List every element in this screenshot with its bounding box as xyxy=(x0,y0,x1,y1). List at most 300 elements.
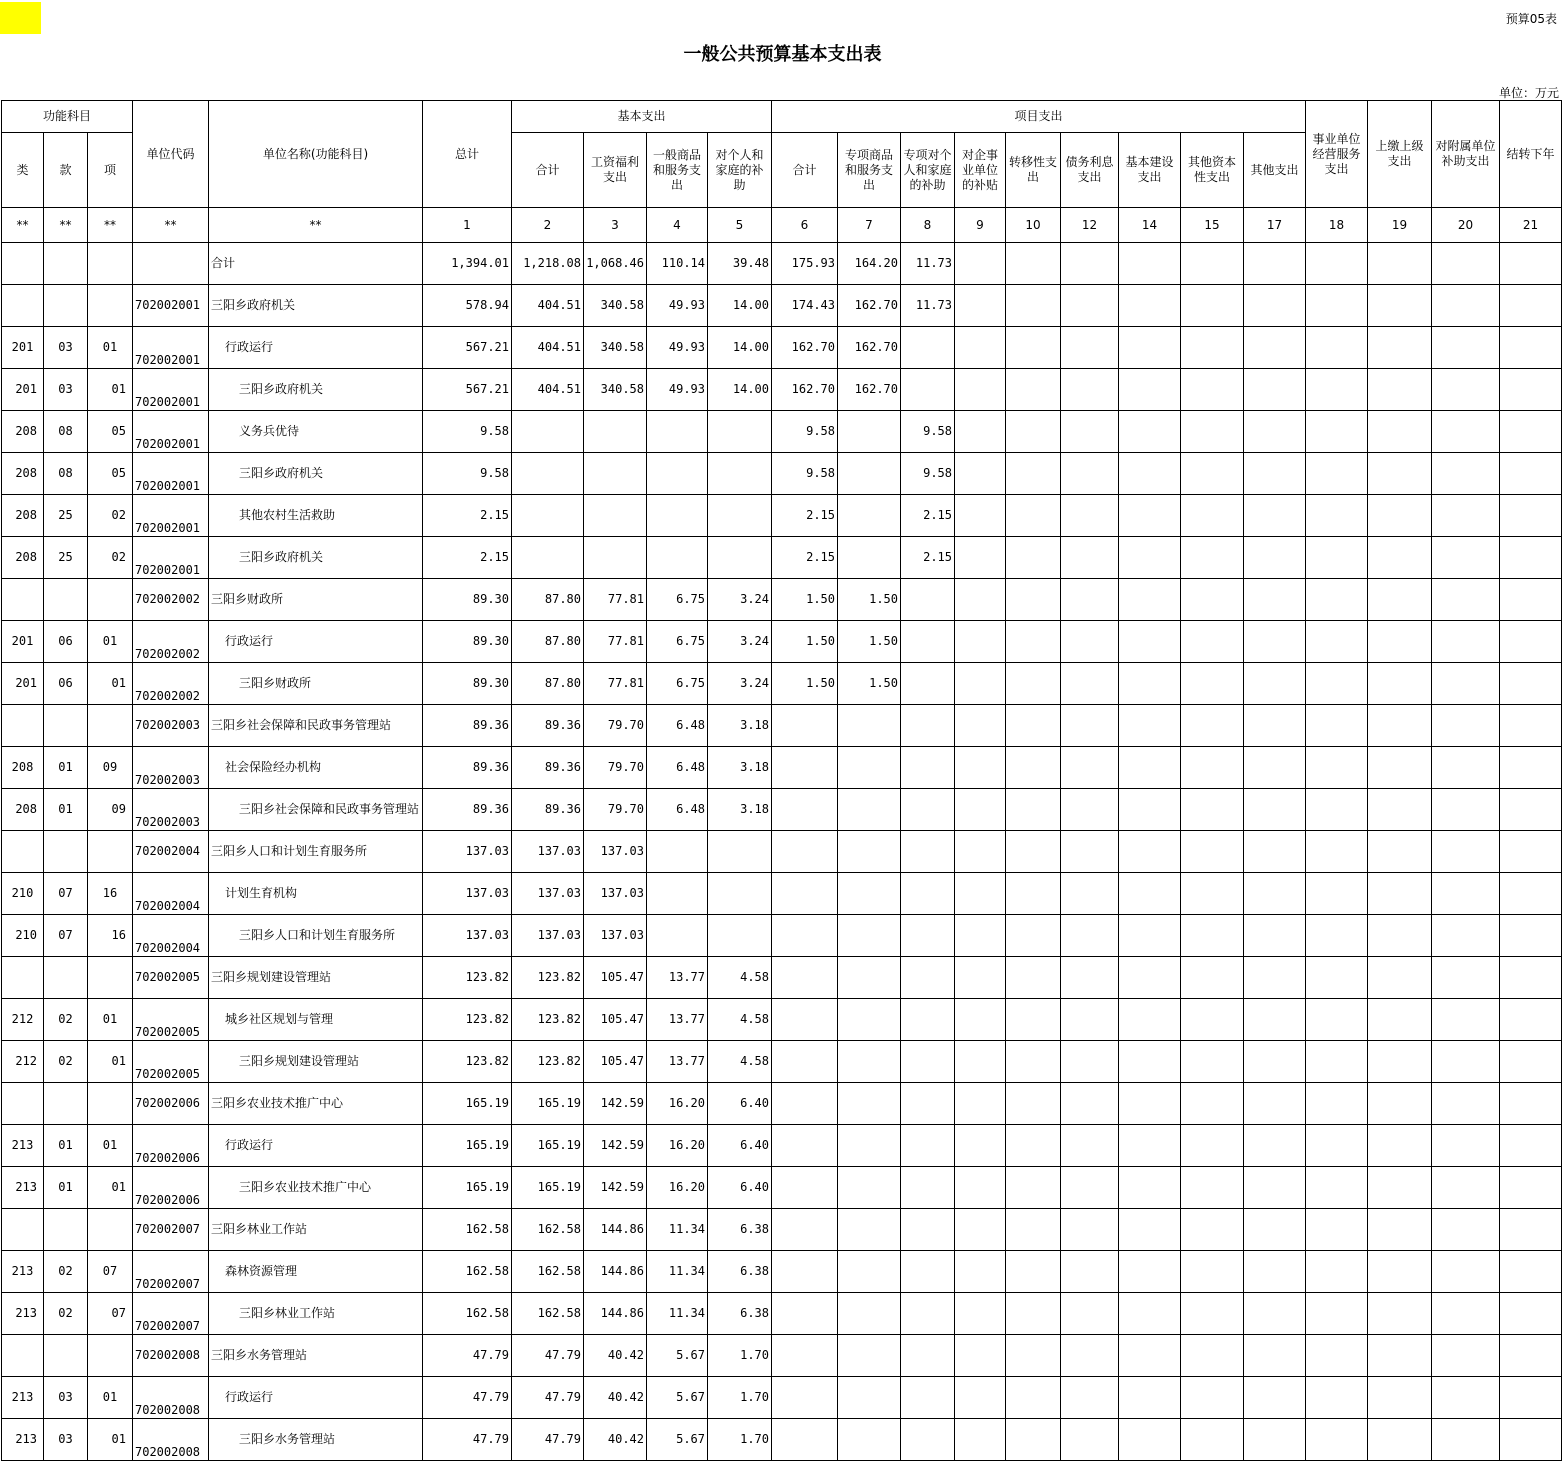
value-cell xyxy=(955,789,1006,831)
value-cell xyxy=(1181,1167,1244,1209)
value-cell xyxy=(1119,747,1181,789)
value-cell: 49.93 xyxy=(647,327,708,369)
value-cell xyxy=(1061,1377,1119,1419)
value-cell xyxy=(901,1335,955,1377)
table-row xyxy=(2,1419,1562,1461)
value-cell xyxy=(772,831,838,873)
value-cell xyxy=(838,705,901,747)
yellow-marker xyxy=(0,2,41,34)
value-cell xyxy=(1432,1209,1500,1251)
value-cell xyxy=(772,1419,838,1461)
value-cell xyxy=(1500,873,1562,915)
value-cell xyxy=(1500,1293,1562,1335)
value-cell xyxy=(647,495,708,537)
column-number-cell: ** xyxy=(44,208,88,243)
value-cell xyxy=(1500,1377,1562,1419)
value-cell: 40.42 xyxy=(584,1419,647,1461)
value-cell xyxy=(1181,789,1244,831)
value-cell xyxy=(838,1293,901,1335)
value-cell xyxy=(1006,957,1061,999)
value-cell xyxy=(1306,873,1368,915)
value-cell xyxy=(1432,789,1500,831)
value-cell xyxy=(1368,663,1432,705)
value-cell xyxy=(1500,1251,1562,1293)
value-cell: 567.21 xyxy=(423,327,512,369)
value-cell xyxy=(1119,1209,1181,1251)
value-cell: 1,394.01 xyxy=(423,243,512,285)
unit-code-cell: 702002007 xyxy=(133,1251,209,1293)
xiang-cell: 05 xyxy=(88,453,133,495)
value-cell xyxy=(1006,369,1061,411)
unit-name-cell: 行政运行 xyxy=(209,1125,423,1167)
value-cell xyxy=(1500,411,1562,453)
value-cell xyxy=(1500,831,1562,873)
value-cell xyxy=(647,453,708,495)
value-cell xyxy=(1500,1167,1562,1209)
kuan-cell: 02 xyxy=(44,1251,88,1293)
xiang-cell: 07 xyxy=(88,1293,133,1335)
value-cell xyxy=(1368,243,1432,285)
value-cell xyxy=(1500,1419,1562,1461)
value-cell xyxy=(1432,957,1500,999)
value-cell xyxy=(901,1209,955,1251)
value-cell: 1.70 xyxy=(708,1377,772,1419)
lei-cell: 213 xyxy=(2,1125,44,1167)
value-cell: 123.82 xyxy=(423,1041,512,1083)
value-cell xyxy=(1306,1419,1368,1461)
table-row xyxy=(2,495,1562,537)
value-cell xyxy=(955,915,1006,957)
unit-name-cell: 三阳乡农业技术推广中心 xyxy=(209,1083,423,1125)
value-cell: 137.03 xyxy=(512,831,584,873)
unit-code-cell: 702002004 xyxy=(133,873,209,915)
header-unit-code: 单位代码 xyxy=(133,101,209,208)
header-salary: 工资福利支出 xyxy=(584,133,647,208)
value-cell xyxy=(955,747,1006,789)
value-cell xyxy=(955,1209,1006,1251)
unit-code-cell: 702002001 xyxy=(133,411,209,453)
table-row xyxy=(2,663,1562,705)
value-cell xyxy=(1306,663,1368,705)
value-cell xyxy=(1432,705,1500,747)
value-cell xyxy=(1306,1251,1368,1293)
lei-cell xyxy=(2,1335,44,1377)
value-cell: 142.59 xyxy=(584,1167,647,1209)
lei-cell: 213 xyxy=(2,1377,44,1419)
value-cell xyxy=(1368,495,1432,537)
value-cell: 165.19 xyxy=(423,1083,512,1125)
value-cell: 1.50 xyxy=(838,579,901,621)
value-cell: 162.70 xyxy=(838,369,901,411)
value-cell xyxy=(901,873,955,915)
value-cell: 1.70 xyxy=(708,1335,772,1377)
unit-code-cell xyxy=(133,243,209,285)
value-cell xyxy=(1181,1335,1244,1377)
value-cell xyxy=(901,1251,955,1293)
unit-name-cell: 计划生育机构 xyxy=(209,873,423,915)
value-cell: 162.58 xyxy=(512,1251,584,1293)
unit-code-cell: 702002005 xyxy=(133,1041,209,1083)
unit-code-cell: 702002005 xyxy=(133,999,209,1041)
kuan-cell xyxy=(44,243,88,285)
value-cell xyxy=(838,831,901,873)
unit-code-cell: 702002001 xyxy=(133,453,209,495)
form-number: 预算05表 xyxy=(1505,12,1557,26)
value-cell xyxy=(901,621,955,663)
value-cell xyxy=(1006,789,1061,831)
value-cell xyxy=(838,1377,901,1419)
value-cell xyxy=(1306,537,1368,579)
value-cell xyxy=(512,411,584,453)
value-cell xyxy=(1006,243,1061,285)
value-cell: 13.77 xyxy=(647,957,708,999)
value-cell: 6.40 xyxy=(708,1167,772,1209)
value-cell xyxy=(1119,537,1181,579)
value-cell xyxy=(1432,327,1500,369)
value-cell xyxy=(1181,999,1244,1041)
value-cell: 162.70 xyxy=(772,369,838,411)
value-cell xyxy=(1500,243,1562,285)
lei-cell xyxy=(2,1209,44,1251)
header-proj-sum: 合计 xyxy=(772,133,838,208)
lei-cell: 213 xyxy=(2,1251,44,1293)
value-cell xyxy=(1306,1083,1368,1125)
table-row xyxy=(2,747,1562,789)
header-transfer: 转移性支出 xyxy=(1006,133,1061,208)
value-cell: 567.21 xyxy=(423,369,512,411)
unit-name-cell: 三阳乡规划建设管理站 xyxy=(209,1041,423,1083)
value-cell xyxy=(1244,1293,1306,1335)
kuan-cell: 25 xyxy=(44,495,88,537)
value-cell: 162.70 xyxy=(838,327,901,369)
lei-cell: 201 xyxy=(2,663,44,705)
value-cell xyxy=(1061,285,1119,327)
unit-name-cell: 行政运行 xyxy=(209,621,423,663)
value-cell xyxy=(1244,1083,1306,1125)
value-cell xyxy=(1368,957,1432,999)
header-operating: 事业单位经营服务支出 xyxy=(1306,101,1368,208)
value-cell xyxy=(901,789,955,831)
value-cell xyxy=(1368,1293,1432,1335)
value-cell xyxy=(838,1209,901,1251)
header-other-capital: 其他资本性支出 xyxy=(1181,133,1244,208)
value-cell xyxy=(1181,621,1244,663)
column-number-cell: 10 xyxy=(1006,208,1061,243)
table-row xyxy=(2,369,1562,411)
lei-cell xyxy=(2,285,44,327)
xiang-cell: 01 xyxy=(88,1041,133,1083)
xiang-cell xyxy=(88,1335,133,1377)
value-cell xyxy=(901,1083,955,1125)
value-cell xyxy=(1500,1083,1562,1125)
value-cell xyxy=(1306,621,1368,663)
value-cell: 3.24 xyxy=(708,663,772,705)
value-cell xyxy=(1368,1041,1432,1083)
value-cell xyxy=(1181,915,1244,957)
value-cell xyxy=(1181,1251,1244,1293)
value-cell: 123.82 xyxy=(512,1041,584,1083)
value-cell xyxy=(1368,705,1432,747)
unit-name-cell: 三阳乡林业工作站 xyxy=(209,1293,423,1335)
value-cell xyxy=(1306,831,1368,873)
value-cell xyxy=(1500,285,1562,327)
value-cell xyxy=(1181,411,1244,453)
value-cell: 3.24 xyxy=(708,621,772,663)
value-cell: 6.75 xyxy=(647,621,708,663)
value-cell xyxy=(772,999,838,1041)
unit-code-cell: 702002004 xyxy=(133,831,209,873)
value-cell xyxy=(1006,705,1061,747)
table-row xyxy=(2,621,1562,663)
value-cell xyxy=(1432,285,1500,327)
kuan-cell: 01 xyxy=(44,789,88,831)
column-number-cell: 18 xyxy=(1306,208,1368,243)
value-cell xyxy=(1244,537,1306,579)
unit-name-cell: 三阳乡农业技术推广中心 xyxy=(209,1167,423,1209)
xiang-cell xyxy=(88,1209,133,1251)
unit-name-cell: 三阳乡财政所 xyxy=(209,663,423,705)
value-cell xyxy=(1306,1293,1368,1335)
value-cell: 123.82 xyxy=(423,957,512,999)
xiang-cell: 01 xyxy=(88,1419,133,1461)
value-cell xyxy=(1181,1377,1244,1419)
value-cell xyxy=(901,1377,955,1419)
value-cell xyxy=(838,1041,901,1083)
value-cell xyxy=(955,1041,1006,1083)
value-cell xyxy=(1432,747,1500,789)
value-cell xyxy=(1432,999,1500,1041)
table-row xyxy=(2,1293,1562,1335)
table-row xyxy=(2,789,1562,831)
value-cell: 105.47 xyxy=(584,1041,647,1083)
value-cell xyxy=(584,495,647,537)
value-cell xyxy=(772,1041,838,1083)
value-cell xyxy=(838,999,901,1041)
value-cell: 11.34 xyxy=(647,1293,708,1335)
value-cell xyxy=(1006,1083,1061,1125)
value-cell: 174.43 xyxy=(772,285,838,327)
value-cell xyxy=(647,915,708,957)
value-cell xyxy=(1119,369,1181,411)
value-cell: 1.50 xyxy=(772,621,838,663)
value-cell xyxy=(1244,873,1306,915)
value-cell xyxy=(955,1335,1006,1377)
xiang-cell: 01 xyxy=(88,1377,133,1419)
value-cell: 89.36 xyxy=(512,705,584,747)
value-cell xyxy=(1119,285,1181,327)
value-cell xyxy=(1181,1293,1244,1335)
kuan-cell xyxy=(44,579,88,621)
value-cell xyxy=(1006,831,1061,873)
value-cell: 2.15 xyxy=(901,495,955,537)
header-special-personal: 专项对个人和家庭的补助 xyxy=(901,133,955,208)
value-cell: 137.03 xyxy=(584,915,647,957)
value-cell xyxy=(1061,369,1119,411)
header-project: 项目支出 xyxy=(772,101,1306,133)
column-number-cell: 17 xyxy=(1244,208,1306,243)
value-cell xyxy=(1006,1125,1061,1167)
value-cell xyxy=(1061,537,1119,579)
value-cell xyxy=(1061,1335,1119,1377)
table-row xyxy=(2,411,1562,453)
value-cell: 89.30 xyxy=(423,579,512,621)
value-cell xyxy=(1119,1125,1181,1167)
table-row xyxy=(2,327,1562,369)
unit-code-cell: 702002008 xyxy=(133,1377,209,1419)
unit-code-cell: 702002002 xyxy=(133,579,209,621)
lei-cell xyxy=(2,243,44,285)
unit-name-cell: 三阳乡财政所 xyxy=(209,579,423,621)
kuan-cell xyxy=(44,285,88,327)
xiang-cell xyxy=(88,243,133,285)
header-debt: 债务利息支出 xyxy=(1061,133,1119,208)
value-cell xyxy=(1500,705,1562,747)
table-row xyxy=(2,1167,1562,1209)
lei-cell: 213 xyxy=(2,1167,44,1209)
lei-cell: 213 xyxy=(2,1419,44,1461)
unit-name-cell: 合计 xyxy=(209,243,423,285)
value-cell: 404.51 xyxy=(512,369,584,411)
xiang-cell: 01 xyxy=(88,327,133,369)
kuan-cell: 25 xyxy=(44,537,88,579)
value-cell xyxy=(772,957,838,999)
value-cell xyxy=(772,1377,838,1419)
lei-cell xyxy=(2,831,44,873)
value-cell xyxy=(1244,621,1306,663)
header-other: 其他支出 xyxy=(1244,133,1306,208)
value-cell: 137.03 xyxy=(423,873,512,915)
value-cell: 6.48 xyxy=(647,747,708,789)
value-cell xyxy=(1368,1377,1432,1419)
value-cell: 1.50 xyxy=(838,621,901,663)
value-cell xyxy=(838,495,901,537)
value-cell xyxy=(838,411,901,453)
value-cell: 4.58 xyxy=(708,999,772,1041)
value-cell: 9.58 xyxy=(901,411,955,453)
expenditure-table xyxy=(1,100,1562,1461)
value-cell xyxy=(1306,243,1368,285)
value-cell xyxy=(1061,915,1119,957)
value-cell: 9.58 xyxy=(423,453,512,495)
value-cell: 47.79 xyxy=(512,1335,584,1377)
unit-name-cell: 社会保险经办机构 xyxy=(209,747,423,789)
table-row xyxy=(2,1125,1562,1167)
value-cell xyxy=(1432,537,1500,579)
lei-cell: 210 xyxy=(2,873,44,915)
value-cell: 6.48 xyxy=(647,705,708,747)
column-number-cell: 1 xyxy=(423,208,512,243)
table-row xyxy=(2,957,1562,999)
value-cell xyxy=(1119,621,1181,663)
unit-code-cell: 702002001 xyxy=(133,537,209,579)
value-cell xyxy=(901,747,955,789)
unit-code-cell: 702002001 xyxy=(133,495,209,537)
value-cell xyxy=(1368,621,1432,663)
kuan-cell xyxy=(44,1209,88,1251)
value-cell xyxy=(1432,1293,1500,1335)
value-cell xyxy=(955,621,1006,663)
value-cell: 77.81 xyxy=(584,579,647,621)
value-cell xyxy=(1306,453,1368,495)
value-cell: 87.80 xyxy=(512,663,584,705)
value-cell xyxy=(1244,579,1306,621)
value-cell xyxy=(955,957,1006,999)
value-cell xyxy=(1119,411,1181,453)
value-cell xyxy=(1061,1251,1119,1293)
value-cell xyxy=(1119,495,1181,537)
column-number-cell: 3 xyxy=(584,208,647,243)
value-cell xyxy=(1061,831,1119,873)
value-cell xyxy=(1061,999,1119,1041)
value-cell xyxy=(1500,999,1562,1041)
value-cell xyxy=(1244,495,1306,537)
lei-cell: 208 xyxy=(2,789,44,831)
header-lei: 类 xyxy=(2,133,44,208)
value-cell xyxy=(1061,747,1119,789)
value-cell xyxy=(1306,747,1368,789)
xiang-cell: 01 xyxy=(88,663,133,705)
value-cell xyxy=(1006,537,1061,579)
value-cell: 2.15 xyxy=(901,537,955,579)
value-cell xyxy=(955,411,1006,453)
value-cell xyxy=(772,1167,838,1209)
value-cell xyxy=(955,1377,1006,1419)
value-cell: 165.19 xyxy=(512,1167,584,1209)
value-cell xyxy=(1368,327,1432,369)
value-cell xyxy=(1500,1125,1562,1167)
value-cell xyxy=(1006,1293,1061,1335)
value-cell: 47.79 xyxy=(512,1419,584,1461)
value-cell xyxy=(1119,1377,1181,1419)
header-func-subject: 功能科目 xyxy=(2,101,133,133)
value-cell xyxy=(1432,243,1500,285)
value-cell: 6.38 xyxy=(708,1209,772,1251)
value-cell xyxy=(1306,1377,1368,1419)
kuan-cell: 06 xyxy=(44,663,88,705)
value-cell xyxy=(1432,369,1500,411)
table-row xyxy=(2,537,1562,579)
unit-name-cell: 行政运行 xyxy=(209,327,423,369)
value-cell xyxy=(1500,537,1562,579)
unit-label: 单位：万元 xyxy=(1498,86,1559,100)
lei-cell: 201 xyxy=(2,621,44,663)
value-cell xyxy=(1306,1335,1368,1377)
table-row xyxy=(2,243,1562,285)
value-cell: 137.03 xyxy=(512,873,584,915)
value-cell xyxy=(1244,705,1306,747)
value-cell: 1.50 xyxy=(838,663,901,705)
value-cell xyxy=(1432,453,1500,495)
value-cell: 5.67 xyxy=(647,1335,708,1377)
value-cell xyxy=(1061,1419,1119,1461)
value-cell xyxy=(1244,915,1306,957)
kuan-cell: 03 xyxy=(44,369,88,411)
value-cell xyxy=(901,831,955,873)
value-cell xyxy=(1500,1335,1562,1377)
value-cell: 340.58 xyxy=(584,327,647,369)
value-cell xyxy=(1181,579,1244,621)
value-cell: 4.58 xyxy=(708,1041,772,1083)
value-cell xyxy=(1181,327,1244,369)
xiang-cell: 16 xyxy=(88,873,133,915)
value-cell: 79.70 xyxy=(584,789,647,831)
value-cell: 1.50 xyxy=(772,579,838,621)
column-number-cell: 7 xyxy=(838,208,901,243)
value-cell xyxy=(1006,1419,1061,1461)
unit-code-cell: 702002003 xyxy=(133,747,209,789)
value-cell xyxy=(1432,915,1500,957)
value-cell xyxy=(1061,1125,1119,1167)
